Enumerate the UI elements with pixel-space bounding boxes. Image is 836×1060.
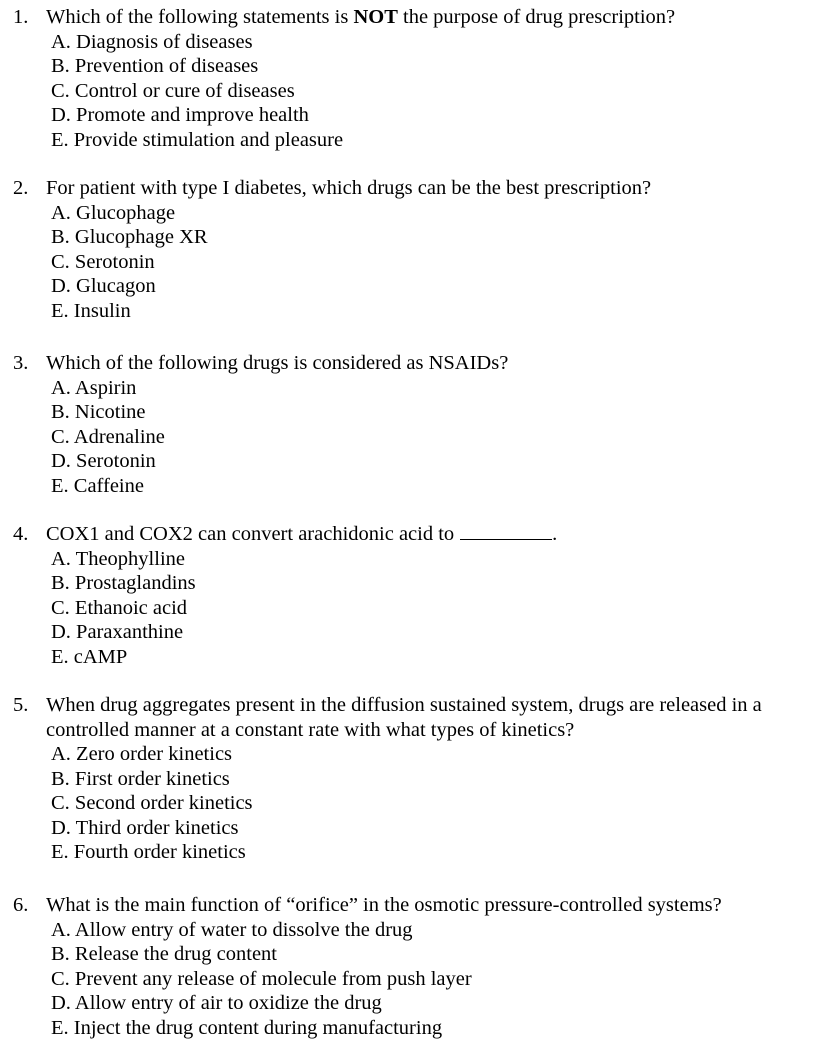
option-c: C. Prevent any release of molecule from push layer: [51, 967, 472, 990]
option-d: D. Allow entry of air to oxidize the drug: [51, 992, 382, 1014]
question-text-part: COX1 and COX2 can convert arachidonic acid to: [46, 523, 455, 545]
option-a: A. Glucophage: [51, 201, 176, 224]
option-e: E. Fourth order kinetics: [51, 841, 246, 863]
question-number: 6.: [13, 894, 29, 916]
option-d: D. Third order kinetics: [51, 816, 239, 839]
question-number: 1.: [13, 6, 29, 28]
option-e: E. Insulin: [51, 299, 131, 322]
option-a: A. Diagnosis of diseases: [51, 30, 253, 53]
option-b: B. Nicotine: [51, 401, 146, 423]
question-text: Which of the following drugs is considered as NSAIDs?: [46, 352, 509, 374]
option-list: [51, 30, 343, 153]
option-b: B. Prevention of diseases: [51, 55, 259, 77]
question-text-part: the purpose of drug prescription?: [397, 6, 676, 28]
question-number: 5.: [13, 694, 29, 716]
option-c: C. Second order kinetics: [51, 792, 253, 814]
option-c: C. Control or cure of diseases: [51, 79, 295, 102]
option-a: A. Allow entry of water to dissolve the drug: [51, 918, 413, 941]
question-number: 4.: [13, 523, 29, 545]
option-c: C. Ethanoic acid: [51, 596, 188, 619]
question-emphasis: NOT: [353, 6, 398, 28]
option-list: [51, 201, 208, 324]
option-c: C. Serotonin: [51, 250, 155, 273]
answer-blank: [460, 525, 552, 540]
option-list: [51, 547, 196, 670]
question-text-end: .: [552, 523, 558, 545]
option-d: D. Serotonin: [51, 450, 156, 472]
question-text: For patient with type I diabetes, which drugs can be the best prescription?: [46, 177, 652, 199]
question-text: [46, 5, 816, 30]
option-e: E. Provide stimulation and pleasure: [51, 128, 344, 151]
question-text: [46, 522, 816, 547]
option-d: D. Glucagon: [51, 275, 156, 297]
option-b: B. Release the drug content: [51, 943, 278, 965]
question-text: [46, 693, 816, 742]
question-text-line: When drug aggregates present in the diffusion sustained system, drugs are released in a: [46, 694, 762, 716]
option-a: A. Theophylline: [51, 547, 185, 570]
option-c: C. Adrenaline: [51, 425, 165, 448]
option-b: B. Glucophage XR: [51, 226, 208, 248]
question-number: 3.: [13, 352, 29, 374]
option-a: A. Zero order kinetics: [51, 743, 233, 765]
option-b: B. First order kinetics: [51, 767, 230, 790]
question-text-line: controlled manner at a constant rate with what types of kinetics?: [46, 718, 575, 741]
question-text: What is the main function of “orifice” in the osmotic pressure-controlled systems?: [46, 894, 722, 916]
question-text-part: Which of the following statements is: [46, 6, 354, 28]
option-e: E. Inject the drug content during manufacturing: [51, 1016, 443, 1039]
option-d: D. Paraxanthine: [51, 621, 184, 643]
option-e: E. cAMP: [51, 645, 128, 668]
question-number: 2.: [13, 177, 29, 199]
option-d: D. Promote and improve health: [51, 104, 309, 126]
option-a: A. Aspirin: [51, 376, 137, 399]
option-list: [51, 742, 253, 865]
option-e: E. Caffeine: [51, 474, 144, 497]
option-list: [51, 376, 165, 499]
option-list: [51, 918, 472, 1041]
option-b: B. Prostaglandins: [51, 572, 196, 594]
